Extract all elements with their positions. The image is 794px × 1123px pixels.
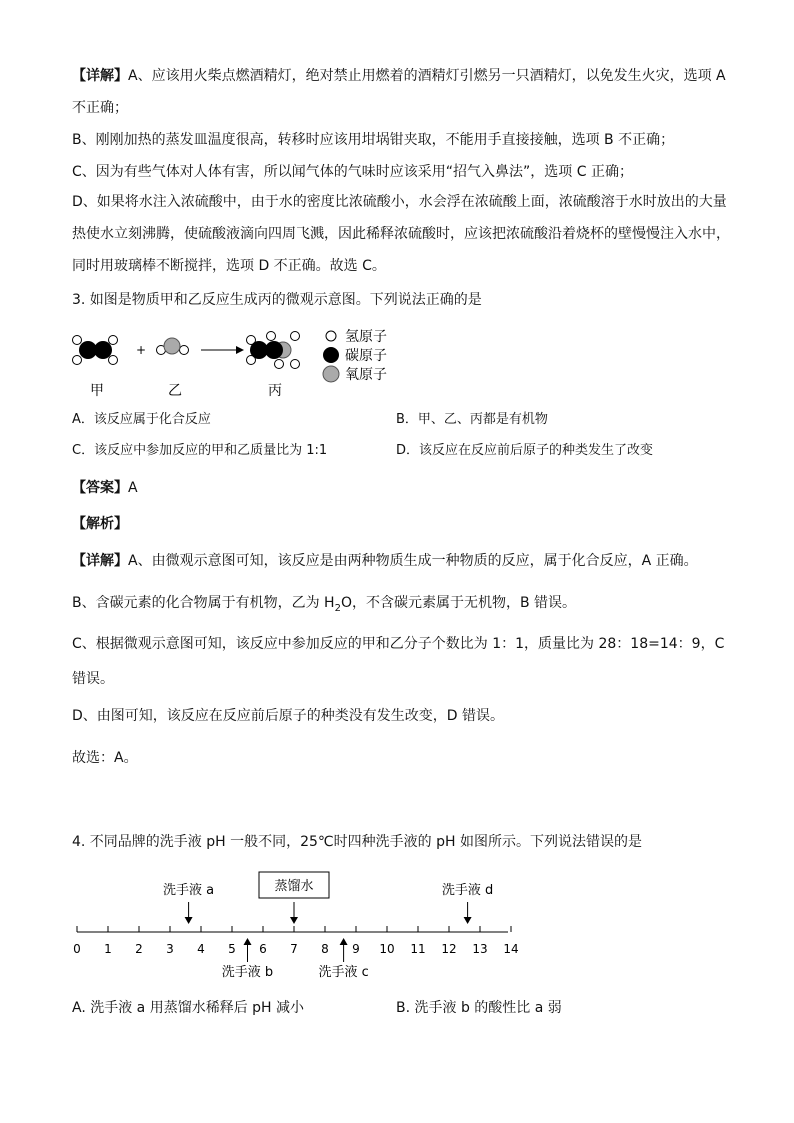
ph-tick-label: 0 xyxy=(73,942,81,956)
q3-detail-a: A、由微观示意图可知，该反应是由两种物质生成一种物质的反应，属于化合反应，A 正确。 xyxy=(128,553,698,569)
detail-label: 【详解】 xyxy=(72,68,128,84)
q3-stem: 3. 如图是物质甲和乙反应生成丙的微观示意图。下列说法正确的是 xyxy=(72,292,482,308)
ph-marker-label: 洗手液 c xyxy=(318,965,369,980)
ph-marker xyxy=(442,882,493,924)
label-bing: 丙 xyxy=(268,383,282,399)
plus-sign: + xyxy=(136,343,147,357)
molecule-yi xyxy=(157,338,189,355)
q3-detail-b xyxy=(72,593,576,619)
detail-d-line1: D、如果将水注入浓硫酸中，由于水的密度比浓硫酸小，水会浮在浓硫酸上面，浓硫酸溶于水时放出的大量 xyxy=(72,194,727,210)
q4-stem: 4. 不同品牌的洗手液 pH 一般不同，25℃时四种洗手液的 pH 如图所示。下列说法错误的是 xyxy=(72,834,642,850)
arrow-head-icon xyxy=(185,917,193,924)
detail-c: C、因为有些气体对人体有害，所以闻气体的气味时应该采用“招气入鼻法”，选项 C 正确； xyxy=(72,164,633,180)
q3-detail-c2: 错误。 xyxy=(72,671,114,687)
analysis-label: 【解析】 xyxy=(72,516,128,532)
molecule-bing xyxy=(247,332,300,369)
ph-tick-label: 12 xyxy=(441,942,457,956)
q4-option-b: B. 洗手液 b 的酸性比 a 弱 xyxy=(396,1000,562,1016)
q3-detail-b-post: O，不含碳元素属于无机物，B 错误。 xyxy=(340,595,577,611)
q3-detail-a-line xyxy=(72,551,698,571)
ph-ticks xyxy=(73,926,518,956)
reaction-arrow xyxy=(201,346,244,354)
answer-value: A xyxy=(128,480,138,496)
ph-tick-label: 4 xyxy=(197,942,205,956)
ph-markers xyxy=(163,872,493,980)
oxygen-atom-icon xyxy=(323,366,339,382)
ph-tick-label: 1 xyxy=(104,942,112,956)
q4-option-a: A. 洗手液 a 用蒸馏水稀释后 pH 减小 xyxy=(72,1000,305,1016)
ph-tick-label: 7 xyxy=(290,942,298,956)
detail-d-line3: 同时用玻璃棒不断搅拌，选项 D 不正确。故选 C。 xyxy=(72,258,386,274)
arrow-head-icon xyxy=(244,938,252,945)
detail-a-cont: 不正确； xyxy=(72,100,128,116)
legend-carbon: 碳原子 xyxy=(345,348,387,364)
arrow-head-icon xyxy=(464,917,472,924)
ph-tick-label: 14 xyxy=(503,942,519,956)
ph-tick-label: 3 xyxy=(166,942,174,956)
label-yi: 乙 xyxy=(168,383,182,399)
ph-tick-label: 6 xyxy=(259,942,267,956)
legend-oxygen: 氧原子 xyxy=(345,367,387,383)
ph-marker xyxy=(259,872,329,924)
ph-marker-label: 洗手液 a xyxy=(163,883,215,898)
detail-a-text: A、应该用火柴点燃酒精灯，绝对禁止用燃着的酒精灯引燃另一只酒精灯，以免发生火灾，选项 A xyxy=(128,68,726,84)
q3-option-a: A．该反应属于化合反应 xyxy=(72,412,211,427)
ph-scale-diagram xyxy=(60,866,540,986)
atom-legend xyxy=(323,329,387,383)
arrow-head-icon xyxy=(290,917,298,924)
ph-tick-label: 5 xyxy=(228,942,236,956)
ph-tick-label: 2 xyxy=(135,942,143,956)
detail-d-line2: 热使水立刻沸腾，使硫酸液滴向四周飞溅，因此稀释浓硫酸时，应该把浓硫酸沿着烧杯的壁慢慢注入水中， xyxy=(72,226,730,242)
q3-option-d: D．该反应在反应前后原子的种类发生了改变 xyxy=(396,443,654,458)
ph-marker-label: 洗手液 b xyxy=(221,965,274,980)
ph-tick-label: 8 xyxy=(321,942,329,956)
molecule-jia xyxy=(73,336,118,365)
legend-hydrogen: 氢原子 xyxy=(345,329,387,345)
ph-marker xyxy=(163,882,214,924)
q3-reaction-diagram xyxy=(60,326,420,406)
q3-detail-d: D、由图可知，该反应在反应前后原子的种类没有发生改变，D 错误。 xyxy=(72,708,505,724)
q3-detail-b-pre: B、含碳元素的化合物属于有机物，乙为 H xyxy=(72,595,335,611)
q3-final: 故选：A。 xyxy=(72,750,138,766)
q3-answer xyxy=(72,478,138,498)
ph-marker-label: 洗手液 d xyxy=(441,883,494,898)
ph-tick-label: 9 xyxy=(352,942,360,956)
answer-label: 【答案】 xyxy=(72,480,128,496)
carbon-atom-icon xyxy=(323,347,339,363)
detail-a-line xyxy=(72,66,726,86)
arrow-head-icon xyxy=(340,938,348,945)
ph-marker-label: 蒸馏水 xyxy=(274,879,314,894)
ph-tick-label: 11 xyxy=(410,942,426,956)
q3-detail-label: 【详解】 xyxy=(72,553,128,569)
hydrogen-atom-icon xyxy=(326,331,336,341)
q3-option-b: B．甲、乙、丙都是有机物 xyxy=(396,412,548,427)
detail-b: B、刚刚加热的蒸发皿温度很高，转移时应该用坩埚钳夹取，不能用手直接接触，选项 B 不正确； xyxy=(72,132,675,148)
q3-detail-b-sub: 2 xyxy=(334,602,341,614)
ph-tick-label: 13 xyxy=(472,942,488,956)
q3-detail-c1: C、根据微观示意图可知，该反应中参加反应的甲和乙分子个数比为 1：1，质量比为 28：18=14：9，C xyxy=(72,636,725,652)
label-jia: 甲 xyxy=(90,383,104,399)
ph-tick-label: 10 xyxy=(379,942,395,956)
q3-option-c: C．该反应中参加反应的甲和乙质量比为 1:1 xyxy=(72,443,328,458)
